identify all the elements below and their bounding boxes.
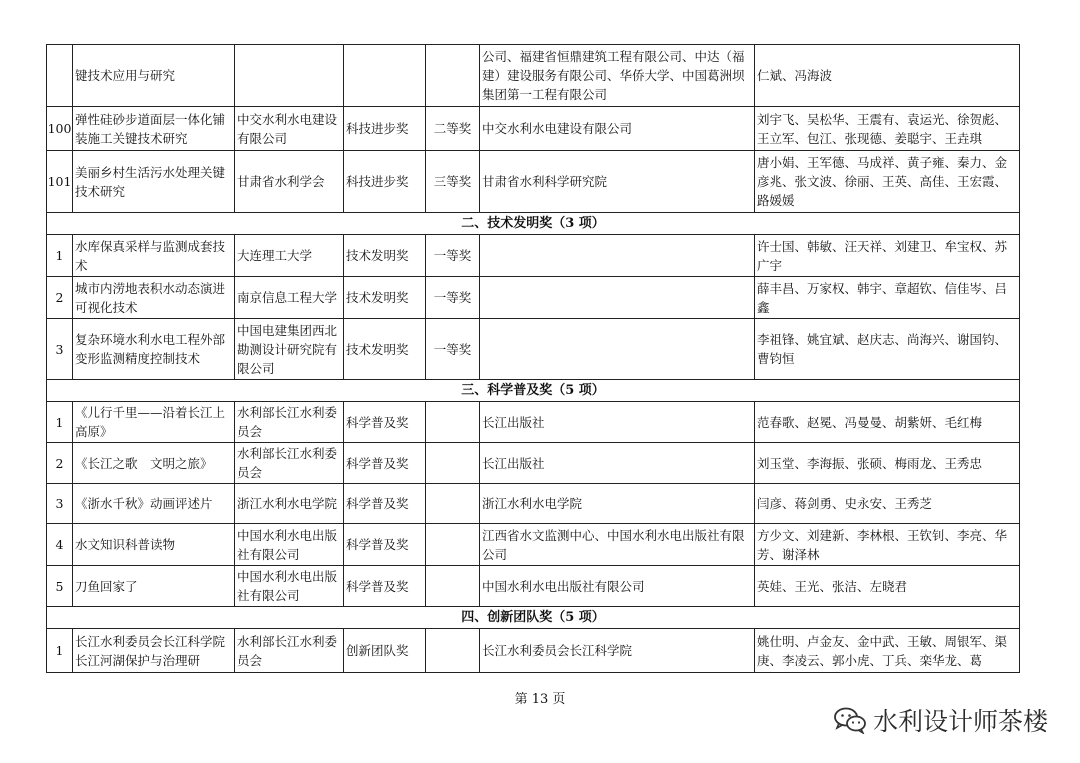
completion-people: 唐小娟、王军德、马成祥、黄子雍、秦力、金彦兆、张文波、徐丽、王英、高佳、王宏霞、路媛媛 — [755, 151, 1020, 213]
row-number: 3 — [47, 484, 73, 524]
award-type — [344, 45, 426, 107]
table-row — [47, 107, 1020, 151]
project-name: 长江水利委员会长江科学院长江河湖保护与治理研 — [73, 629, 235, 673]
row-number — [47, 45, 73, 107]
nominating-unit: 中国水利水电出版社有限公司 — [235, 566, 344, 607]
nominating-unit: 甘肃省水利学会 — [235, 151, 344, 213]
completion-units: 公司、福建省恒鼎建筑工程有限公司、中达（福建）建设服务有限公司、华侨大学、中国葛洲坝集团第一工程有限公司 — [480, 45, 755, 107]
project-name: 《浙水千秋》动画评述片 — [73, 484, 235, 524]
nominating-unit: 水利部长江水利委员会 — [235, 443, 344, 484]
project-name: 复杂环境水利水电工程外部变形监测精度控制技术 — [73, 319, 235, 380]
row-number: 1 — [47, 235, 73, 277]
project-name: 《儿行千里——沿着长江上高原》 — [73, 402, 235, 443]
completion-people: 仁斌、冯海波 — [755, 45, 1020, 107]
award-type: 技术发明奖 — [344, 277, 426, 319]
award-type: 科学普及奖 — [344, 402, 426, 443]
row-number: 2 — [47, 277, 73, 319]
completion-units: 长江出版社 — [480, 402, 755, 443]
completion-people: 闫彦、蒋剑勇、史永安、王秀芝 — [755, 484, 1020, 524]
nominating-unit — [235, 45, 344, 107]
award-grade: 一等奖 — [426, 277, 480, 319]
completion-people: 英娃、王光、张洁、左晓君 — [755, 566, 1020, 607]
nominating-unit: 中交水利水电建设有限公司 — [235, 107, 344, 151]
nominating-unit: 南京信息工程大学 — [235, 277, 344, 319]
award-grade — [426, 524, 480, 566]
project-name: 刀鱼回家了 — [73, 566, 235, 607]
table-row — [47, 402, 1020, 443]
award-type: 科技进步奖 — [344, 151, 426, 213]
table-row — [47, 235, 1020, 277]
completion-units — [480, 235, 755, 277]
completion-units: 长江水利委员会长江科学院 — [480, 629, 755, 673]
project-name: 键技术应用与研究 — [73, 45, 235, 107]
section-title: 四、创新团队奖（5 项） — [47, 607, 1020, 629]
completion-units: 浙江水利水电学院 — [480, 484, 755, 524]
completion-units: 中交水利水电建设有限公司 — [480, 107, 755, 151]
award-type: 科学普及奖 — [344, 524, 426, 566]
table-row — [47, 443, 1020, 484]
award-grade — [426, 629, 480, 673]
award-type: 科学普及奖 — [344, 443, 426, 484]
table-row — [47, 524, 1020, 566]
watermark — [833, 705, 1048, 735]
table-row — [47, 566, 1020, 607]
table-row — [47, 484, 1020, 524]
nominating-unit: 中国水利水电出版社有限公司 — [235, 524, 344, 566]
awards-table — [46, 44, 1020, 673]
project-name: 城市内涝地表积水动态演进可视化技术 — [73, 277, 235, 319]
page-number: 第 13 页 — [514, 692, 566, 707]
nominating-unit: 水利部长江水利委员会 — [235, 402, 344, 443]
completion-units — [480, 277, 755, 319]
table-row — [47, 277, 1020, 319]
award-grade: 三等奖 — [426, 151, 480, 213]
section-heading-row — [47, 607, 1020, 629]
project-name: 《长江之歌 文明之旅》 — [73, 443, 235, 484]
completion-units: 江西省水文监测中心、中国水利水电出版社有限公司 — [480, 524, 755, 566]
completion-people: 许士国、韩敏、汪天祥、刘建卫、牟宝权、苏广宇 — [755, 235, 1020, 277]
table-row — [47, 319, 1020, 380]
section-title: 二、技术发明奖（3 项） — [47, 213, 1020, 235]
project-name: 弹性硅砂步道面层一体化铺装施工关键技术研究 — [73, 107, 235, 151]
completion-people: 李祖锋、姚宜斌、赵庆志、尚海兴、谢国钧、曹钧恒 — [755, 319, 1020, 380]
section-title: 三、科学普及奖（5 项） — [47, 380, 1020, 402]
project-name: 水库保真采样与监测成套技术 — [73, 235, 235, 277]
award-grade — [426, 443, 480, 484]
project-name: 水文知识科普读物 — [73, 524, 235, 566]
completion-people: 刘玉堂、李海振、张硕、梅雨龙、王秀忠 — [755, 443, 1020, 484]
table-row — [47, 151, 1020, 213]
award-grade — [426, 566, 480, 607]
award-type: 创新团队奖 — [344, 629, 426, 673]
completion-people: 薛丰昌、万家权、韩宇、章超钦、信佳岑、吕鑫 — [755, 277, 1020, 319]
award-type: 科学普及奖 — [344, 566, 426, 607]
table-row — [47, 45, 1020, 107]
award-grade — [426, 484, 480, 524]
award-type: 科学普及奖 — [344, 484, 426, 524]
completion-people: 范春歌、赵冕、冯曼曼、胡紫妍、毛红梅 — [755, 402, 1020, 443]
section-heading-row — [47, 380, 1020, 402]
watermark-text: 水利设计师茶楼 — [872, 707, 1048, 736]
wechat-icon — [833, 706, 867, 734]
award-grade — [426, 45, 480, 107]
row-number: 3 — [47, 319, 73, 380]
completion-units: 中国水利水电出版社有限公司 — [480, 566, 755, 607]
completion-units — [480, 319, 755, 380]
project-name: 美丽乡村生活污水处理关键技术研究 — [73, 151, 235, 213]
completion-units: 长江出版社 — [480, 443, 755, 484]
row-number: 1 — [47, 629, 73, 673]
completion-units: 甘肃省水利科学研究院 — [480, 151, 755, 213]
award-type: 技术发明奖 — [344, 319, 426, 380]
award-grade: 二等奖 — [426, 107, 480, 151]
table-row — [47, 629, 1020, 673]
row-number: 1 — [47, 402, 73, 443]
nominating-unit: 浙江水利水电学院 — [235, 484, 344, 524]
nominating-unit: 大连理工大学 — [235, 235, 344, 277]
section-heading-row — [47, 213, 1020, 235]
completion-people: 刘宇飞、吴松华、王震有、袁运光、徐贺彪、王立军、包江、张现德、姜聪宇、王垚琪 — [755, 107, 1020, 151]
completion-people: 方少文、刘建新、李林根、王钦钊、李亮、华芳、谢泽林 — [755, 524, 1020, 566]
row-number: 100 — [47, 107, 73, 151]
row-number: 2 — [47, 443, 73, 484]
award-grade: 一等奖 — [426, 319, 480, 380]
row-number: 5 — [47, 566, 73, 607]
row-number: 101 — [47, 151, 73, 213]
completion-people: 姚仕明、卢金友、金中武、王敏、周银军、渠庚、李凌云、郭小虎、丁兵、栾华龙、葛 — [755, 629, 1020, 673]
nominating-unit: 水利部长江水利委员会 — [235, 629, 344, 673]
award-type: 科技进步奖 — [344, 107, 426, 151]
award-grade: 一等奖 — [426, 235, 480, 277]
row-number: 4 — [47, 524, 73, 566]
award-grade — [426, 402, 480, 443]
award-type: 技术发明奖 — [344, 235, 426, 277]
nominating-unit: 中国电建集团西北勘测设计研究院有限公司 — [235, 319, 344, 380]
